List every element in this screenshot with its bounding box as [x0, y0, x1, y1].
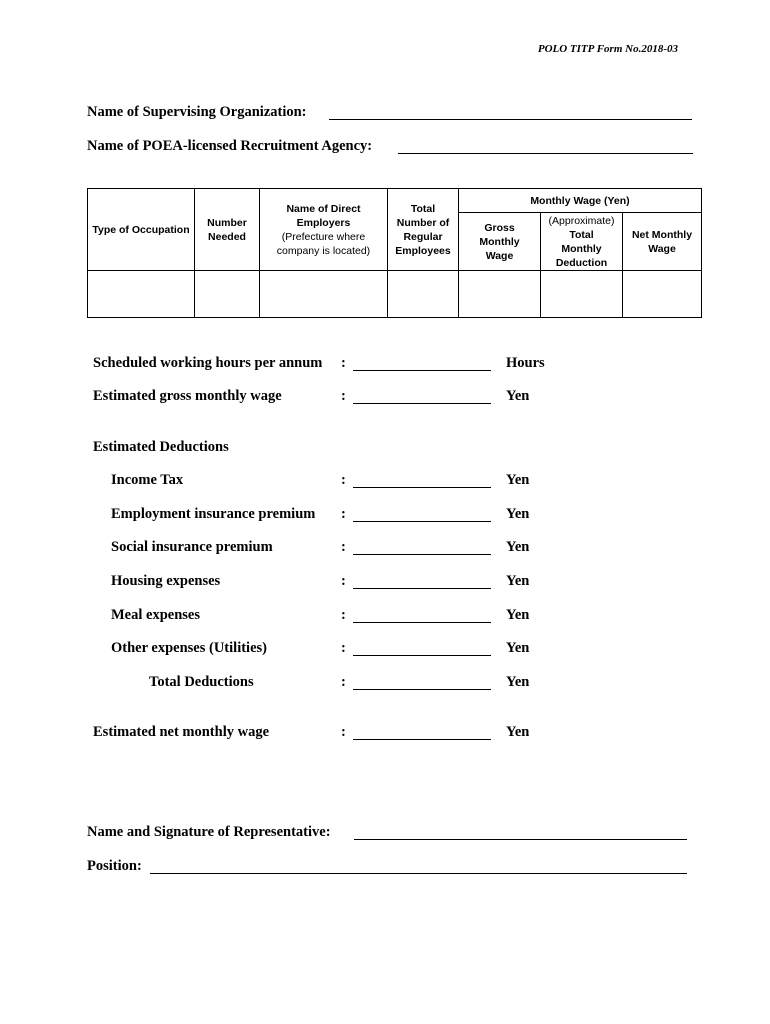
deduction-field-meal[interactable] [353, 622, 491, 623]
gross-colon: : [341, 388, 346, 404]
cell-total-regular[interactable] [388, 271, 459, 318]
header-monthly-wage: Monthly Wage (Yen) [459, 189, 702, 213]
deduction-unit: Yen [506, 573, 530, 589]
net-label: Estimated net monthly wage [93, 724, 270, 740]
header-direct-employers: Name of Direct Employers (Prefecture where company is located) [260, 189, 388, 271]
deduction-colon: : [341, 640, 346, 656]
gross-label: Estimated gross monthly wage [93, 388, 282, 404]
deduction-unit: Yen [506, 607, 530, 623]
header-total-deduction: (Approximate) Total Monthly Deduction [541, 213, 623, 271]
deduction-colon: : [341, 506, 346, 522]
net-field[interactable] [353, 739, 491, 740]
deduction-colon: : [341, 573, 346, 589]
gross-unit: Yen [506, 388, 530, 404]
deduction-colon: : [341, 539, 346, 555]
deduction-field-employment-insurance[interactable] [353, 521, 491, 522]
deduction-label: Employment insurance premium [111, 506, 316, 522]
deduction-label: Social insurance premium [111, 539, 273, 555]
deduction-label: Income Tax [111, 472, 184, 488]
deduction-colon: : [341, 472, 346, 488]
supervising-org-field[interactable] [329, 119, 692, 120]
recruitment-agency-label: Name of POEA-licensed Recruitment Agency: [87, 138, 373, 154]
form-reference: POLO TITP Form No.2018-03 [537, 43, 678, 55]
deduction-colon: : [341, 607, 346, 623]
deduction-label: Other expenses (Utilities) [111, 640, 267, 656]
wage-table [87, 188, 702, 318]
cell-direct-employers[interactable] [260, 271, 388, 318]
header-total-regular: Total Number of Regular Employees [388, 189, 459, 271]
header-type-of-occupation: Type of Occupation [88, 189, 195, 271]
hours-colon: : [341, 355, 346, 371]
cell-total-deduction[interactable] [541, 271, 623, 318]
deduction-unit: Yen [506, 539, 530, 555]
total-deductions-label: Total Deductions [149, 674, 254, 690]
deduction-unit: Yen [506, 506, 530, 522]
deduction-label: Meal expenses [111, 607, 200, 623]
deductions-title: Estimated Deductions [93, 439, 229, 455]
representative-field[interactable] [354, 839, 687, 840]
recruitment-agency-field[interactable] [398, 153, 693, 154]
position-label: Position: [87, 858, 142, 874]
deduction-unit: Yen [506, 472, 530, 488]
header-number-needed: Number Needed [195, 189, 260, 271]
representative-label: Name and Signature of Representative: [87, 824, 331, 840]
supervising-org-label: Name of Supervising Organization: [87, 104, 307, 120]
deduction-field-other[interactable] [353, 655, 491, 656]
deduction-label: Housing expenses [111, 573, 221, 589]
total-deductions-unit: Yen [506, 674, 530, 690]
cell-gross-monthly[interactable] [459, 271, 541, 318]
hours-unit: Hours [506, 355, 545, 371]
cell-type-of-occupation[interactable] [88, 271, 195, 318]
position-field[interactable] [150, 873, 687, 874]
hours-field[interactable] [353, 370, 491, 371]
gross-field[interactable] [353, 403, 491, 404]
deduction-field-social-insurance[interactable] [353, 554, 491, 555]
net-unit: Yen [506, 724, 530, 740]
cell-net-monthly[interactable] [623, 271, 702, 318]
header-net-monthly: Net Monthly Wage [623, 213, 702, 271]
deduction-field-housing[interactable] [353, 588, 491, 589]
total-deductions-colon: : [341, 674, 346, 690]
hours-label: Scheduled working hours per annum [93, 355, 323, 371]
net-colon: : [341, 724, 346, 740]
deduction-unit: Yen [506, 640, 530, 656]
header-gross-monthly: Gross Monthly Wage [459, 213, 541, 271]
total-deductions-field[interactable] [353, 689, 491, 690]
cell-number-needed[interactable] [195, 271, 260, 318]
deduction-field-income-tax[interactable] [353, 487, 491, 488]
